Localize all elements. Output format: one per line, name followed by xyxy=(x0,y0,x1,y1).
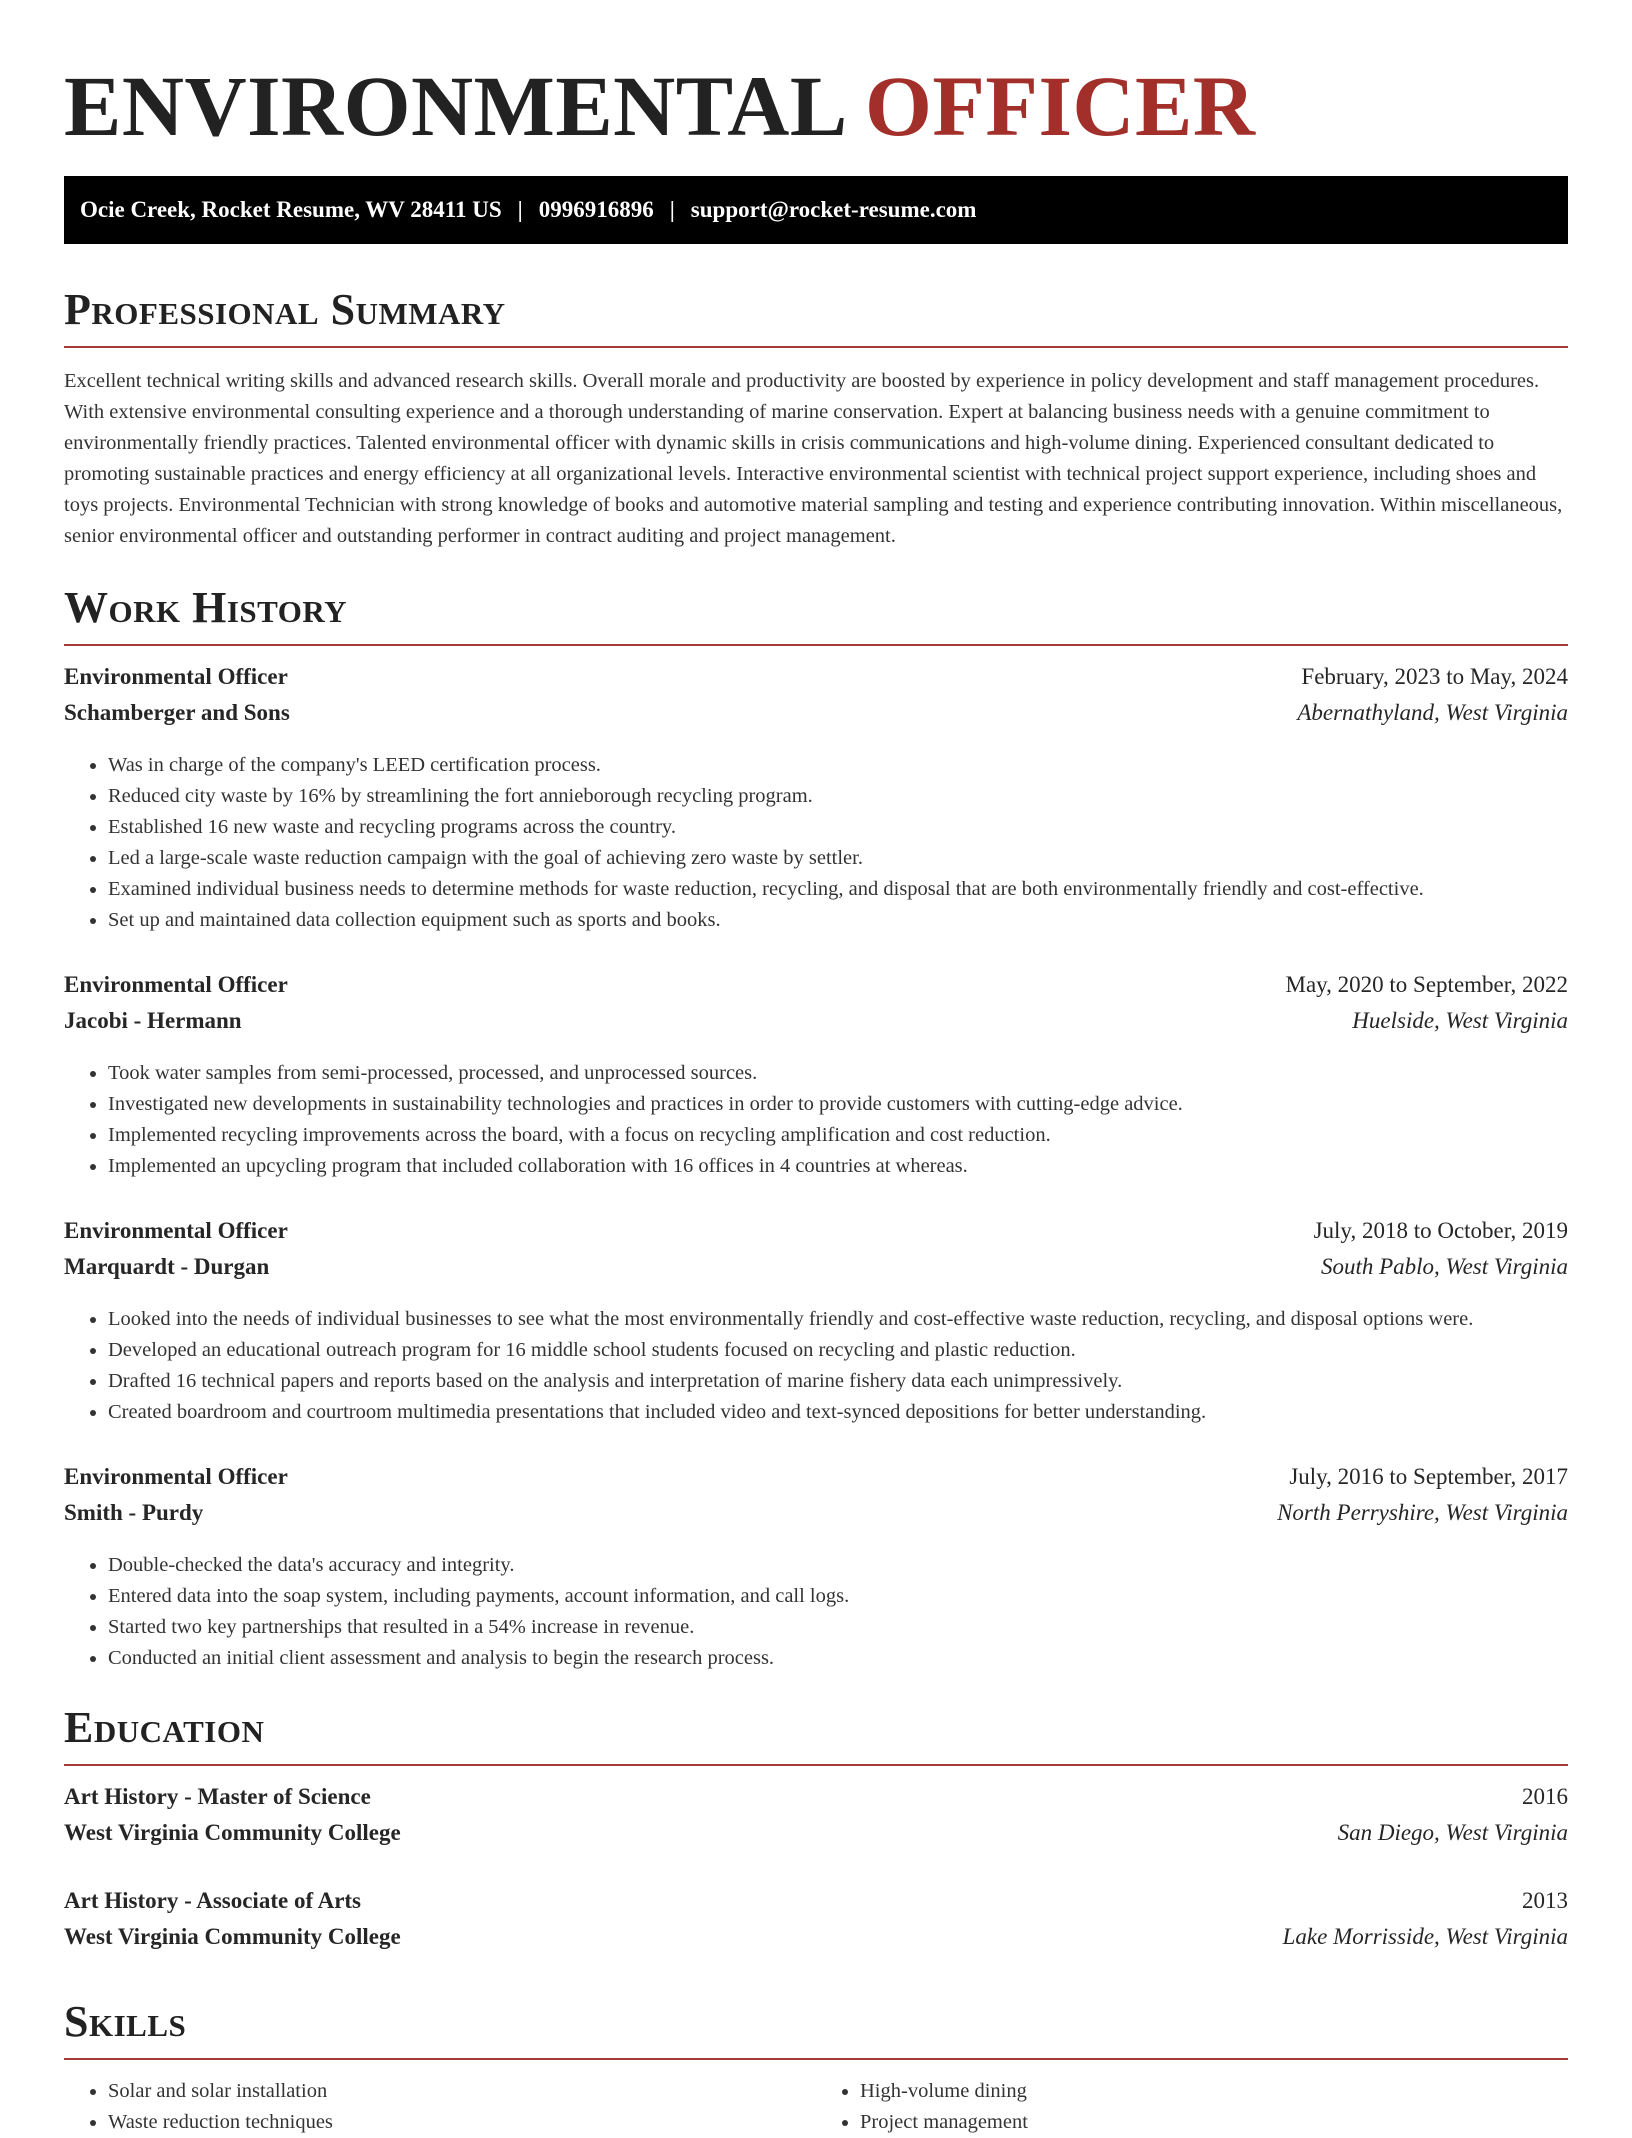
resume-content xyxy=(64,0,1568,2138)
job-title-row xyxy=(64,1218,1568,1254)
education-entry xyxy=(64,1888,1568,1960)
school-name: West Virginia Community College xyxy=(64,1924,401,1949)
job-location: Huelside, West Virginia xyxy=(1352,1008,1568,1033)
job-bullet: • Created boardroom and courtroom multimedia presentations that included video and text-synced depositions for better understanding. xyxy=(108,1397,1568,1428)
title-accent-word: OFFICER xyxy=(865,58,1256,154)
job-bullet: • Implemented an upcycling program that included collaboration with 16 offices in 4 countries at whereas. xyxy=(108,1151,1568,1182)
degree-row xyxy=(64,1784,1568,1820)
skills-heading: Skills xyxy=(64,1996,1568,2060)
skill-item: • Waste reduction techniques xyxy=(108,2107,816,2138)
degree-year: 2013 xyxy=(1522,1888,1568,1913)
job-bullet: • Developed an educational outreach program for 16 middle school students focused on recycling and plastic reduction. xyxy=(108,1335,1568,1366)
job-bullet: • Looked into the needs of individual businesses to see what the most environmentally friendly and cost-effective waste reduction, recycling, and disposal options were. xyxy=(108,1304,1568,1335)
job-company: Schamberger and Sons xyxy=(64,700,290,725)
contact-address: Ocie Creek, Rocket Resume, WV 28411 US xyxy=(80,197,502,222)
job-title: Environmental Officer xyxy=(64,1464,288,1489)
degree-name: Art History - Master of Science xyxy=(64,1784,371,1809)
job-company-row xyxy=(64,1008,1568,1044)
skills-grid xyxy=(64,2076,1568,2138)
school-name: West Virginia Community College xyxy=(64,1820,401,1845)
job-company-row xyxy=(64,1254,1568,1290)
job-bullet: • Reduced city waste by 16% by streamlining the fort annieborough recycling program. xyxy=(108,781,1568,812)
degree-name: Art History - Associate of Arts xyxy=(64,1888,362,1913)
job-bullet: • Took water samples from semi-processed, processed, and unprocessed sources. xyxy=(108,1058,1568,1089)
school-location: Lake Morrisside, West Virginia xyxy=(1282,1924,1568,1949)
job-title-row xyxy=(64,972,1568,1008)
job-title-row xyxy=(64,664,1568,700)
skill-item: • Solar and solar installation xyxy=(108,2076,816,2107)
education-heading: Education xyxy=(64,1702,1568,1766)
job-entry xyxy=(64,972,1568,1182)
job-bullets xyxy=(64,1550,1568,1674)
skill-item: • High-volume dining xyxy=(860,2076,1568,2107)
job-bullets xyxy=(64,1058,1568,1182)
job-company-row xyxy=(64,1500,1568,1536)
contact-phone: 0996916896 xyxy=(538,197,654,222)
skills-column xyxy=(816,2076,1568,2138)
job-company-row xyxy=(64,700,1568,736)
education-section xyxy=(64,1702,1568,1960)
job-bullet: • Established 16 new waste and recycling programs across the country. xyxy=(108,812,1568,843)
job-title: Environmental Officer xyxy=(64,1218,288,1243)
summary-text: Excellent technical writing skills and advanced research skills. Overall morale and productivity are boosted by experience in policy development and staff management procedures. With extensive environmental consulting experience and a thorough understanding of marine conservation. Expert at balancing business needs with a genuine commitment to environmentally friendly practices. Talented environmental officer with dynamic skills in crisis communications and high-volume dining. Experienced consultant dedicated to promoting sustainable practices and energy efficiency at all organizational levels. Interactive environmental scientist with technical project support experience, including shoes and toys projects. Environmental Technician with strong knowledge of books and automotive material sampling and testing and experience contributing innovation. Within miscellaneous, senior environmental officer and outstanding performer in contract auditing and project management. xyxy=(64,370,1563,547)
job-company: Smith - Purdy xyxy=(64,1500,204,1525)
education-entry xyxy=(64,1784,1568,1856)
title-role-word: ENVIRONMENTAL xyxy=(64,58,843,154)
job-bullet: • Examined individual business needs to determine methods for waste reduction, recycling, and disposal that are both environmentally friendly and cost-effective. xyxy=(108,874,1568,905)
job-dates: May, 2020 to September, 2022 xyxy=(1285,972,1568,997)
contact-separator: | xyxy=(517,197,523,222)
job-bullet: • Led a large-scale waste reduction campaign with the goal of achieving zero waste by settler. xyxy=(108,843,1568,874)
work-history-section xyxy=(64,582,1568,1674)
summary-heading: Professional Summary xyxy=(64,284,1568,348)
job-bullet: • Investigated new developments in sustainability technologies and practices in order to provide customers with cutting-edge advice. xyxy=(108,1089,1568,1120)
job-dates: July, 2018 to October, 2019 xyxy=(1313,1218,1568,1243)
skills-column xyxy=(64,2076,816,2138)
skill-item: • Project management xyxy=(860,2107,1568,2138)
job-bullet: • Double-checked the data's accuracy and integrity. xyxy=(108,1550,1568,1581)
summary-section xyxy=(64,284,1568,552)
job-location: North Perryshire, West Virginia xyxy=(1277,1500,1568,1525)
job-bullets xyxy=(64,1304,1568,1428)
degree-year: 2016 xyxy=(1522,1784,1568,1809)
job-location: Abernathyland, West Virginia xyxy=(1297,700,1568,725)
contact-separator: | xyxy=(669,197,675,222)
job-bullet: • Drafted 16 technical papers and reports based on the analysis and interpretation of marine fishery data each unimpressively. xyxy=(108,1366,1568,1397)
school-row xyxy=(64,1924,1568,1960)
school-location: San Diego, West Virginia xyxy=(1337,1820,1568,1845)
job-location: South Pablo, West Virginia xyxy=(1320,1254,1568,1279)
job-title-row xyxy=(64,1464,1568,1500)
job-title: Environmental Officer xyxy=(64,664,288,689)
job-bullet: • Was in charge of the company's LEED certification process. xyxy=(108,750,1568,781)
job-bullet: • Started two key partnerships that resulted in a 54% increase in revenue. xyxy=(108,1612,1568,1643)
job-dates: February, 2023 to May, 2024 xyxy=(1301,664,1568,689)
job-entry xyxy=(64,664,1568,936)
job-company: Jacobi - Hermann xyxy=(64,1008,242,1033)
skills-section xyxy=(64,1996,1568,2138)
contact-bar xyxy=(64,176,1568,244)
job-bullet: • Conducted an initial client assessment and analysis to begin the research process. xyxy=(108,1643,1568,1674)
job-entry xyxy=(64,1218,1568,1428)
job-title: Environmental Officer xyxy=(64,972,288,997)
job-entry xyxy=(64,1464,1568,1674)
job-bullet: • Entered data into the soap system, including payments, account information, and call logs. xyxy=(108,1581,1568,1612)
job-company: Marquardt - Durgan xyxy=(64,1254,270,1279)
job-bullet: • Implemented recycling improvements across the board, with a focus on recycling amplification and cost reduction. xyxy=(108,1120,1568,1151)
contact-email: support@rocket-resume.com xyxy=(690,197,977,222)
job-bullets xyxy=(64,750,1568,936)
school-row xyxy=(64,1820,1568,1856)
job-dates: July, 2016 to September, 2017 xyxy=(1289,1464,1568,1489)
job-bullet: • Set up and maintained data collection equipment such as sports and books. xyxy=(108,905,1568,936)
degree-row xyxy=(64,1888,1568,1924)
resume-title xyxy=(64,56,1568,156)
work-history-heading: Work History xyxy=(64,582,1568,646)
